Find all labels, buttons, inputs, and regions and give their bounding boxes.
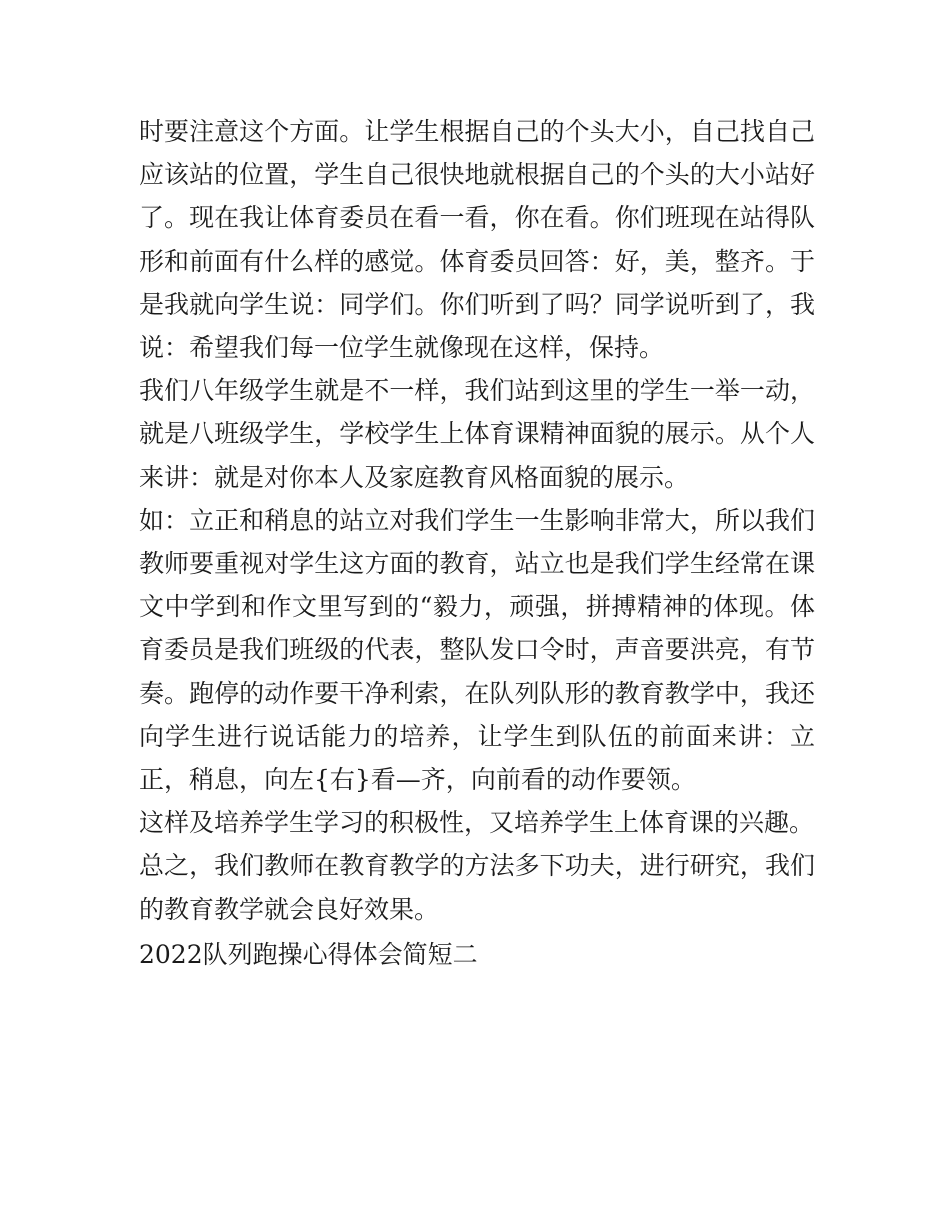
- paragraph-1: 时要注意这个方面。让学生根据自己的个头大小，自己找自己应该站的位置，学生自己很快地就根据自己的个头的大小站好了。现在我让体育委员在看一看，你在看。你们班现在站得队形和前面有什么样的感觉。体育委员回答：好，美，整齐。于是我就向学生说：同学们。你们听到了吗？同学说听到了，我说：希望我们每一位学生就像现在这样，保持。: [139, 117, 815, 363]
- section-heading: 2022队列跑操心得体会简短二: [139, 939, 478, 969]
- paragraph-3: 如：立正和稍息的站立对我们学生一生影响非常大，所以我们教师要重视对学生这方面的教育，站立也是我们学生经常在课文中学到和作文里写到的“毅力，顽强，拼搏精神的体现。体育委员是我们班级的代表，整队发口令时，声音要洪亮，有节奏。跑停的动作要干净利索，在队列队形的教育教学中，我还向学生进行说话能力的培养，让学生到队伍的前面来讲：立正，稍息，向左{右}看—齐，向前看的动作要领。: [139, 505, 815, 795]
- document-body: [139, 110, 815, 976]
- paragraph-5: 总之，我们教师在教育教学的方法多下功夫，进行研究，我们的教育教学就会良好效果。: [139, 851, 815, 924]
- paragraph-2: 我们八年级学生就是不一样，我们站到这里的学生一举一动，就是八班级学生，学校学生上体育课精神面貌的展示。从个人来讲：就是对你本人及家庭教育风格面貌的展示。: [139, 376, 815, 492]
- paragraph-4: 这样及培养学生学习的积极性，又培养学生上体育课的兴趣。: [139, 808, 815, 838]
